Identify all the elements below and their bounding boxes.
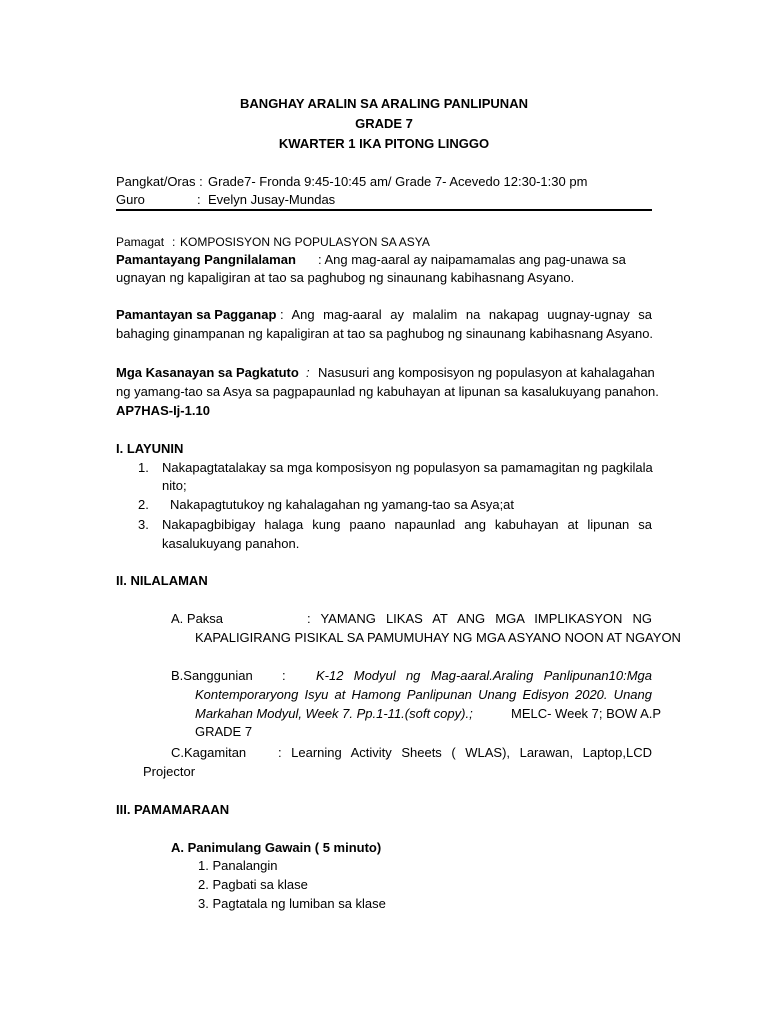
nilalaman-heading: II. NILALAMAN [116,573,208,588]
quarter-heading: KWARTER 1 IKA PITONG LINGGO [278,136,490,151]
kasanayan-colon: : [306,365,310,380]
step-item: 1. Panalangin [198,858,278,873]
pamamaraan-heading: III. PAMAMARAAN [116,802,230,817]
kasanayan-label: Mga Kasanayan sa Pagkatuto [116,365,299,380]
sanggunian-text-4: GRADE 7 [195,724,253,739]
kasanayan-text-1: Nasusuri ang komposisyon ng populasyon at kahalagahan [318,365,655,380]
sanggunian-label: B.Sanggunian [171,668,253,683]
pangnilalaman-label: Pamantayang Pangnilalaman [116,252,296,267]
pamagat-label: Pamagat [116,235,165,249]
guro-label: Guro [116,192,145,207]
step-item: 2. Pagbati sa klase [198,877,308,892]
layunin-1-text-1: Nakapagtatalakay sa mga komposisyon ng populasyon sa pamamagitan ng pagkilala [162,460,653,475]
kasanayan-text-2: ng yamang-tao sa Asya sa pagpapaunlad ng kabuhayan at lipunan sa kasalukuyang panahon. [116,384,659,399]
layunin-2-text: Nakapagtutukoy ng kahalagahan ng yamang-tao sa Asya;at [170,497,515,512]
document-title: BANGHAY ARALIN SA ARALING PANLIPUNAN [240,96,528,111]
sanggunian-text-1: K-12 Modyul ng Mag-aaral.Araling Panlipunan10:Mga [316,668,652,683]
guro-colon: : [197,192,201,207]
pangnilalaman-text-1: : Ang mag-aaral ay naipamamalas ang pag-unawa sa [318,252,626,267]
pagganap-label: Pamantayan sa Pagganap [116,307,277,322]
pangkat-label: Pangkat/Oras : [116,174,203,189]
pamagat-colon: : [172,235,176,249]
guro-value: Evelyn Jusay-Mundas [208,192,336,207]
sanggunian-colon: : [282,668,286,683]
paksa-label: A. Paksa [171,611,224,626]
layunin-3-number: 3. [138,517,149,532]
panimulang-gawain-heading: A. Panimulang Gawain ( 5 minuto) [171,840,382,855]
competency-code: AP7HAS-Ij-1.10 [116,403,210,418]
sanggunian-text-3-rest: MELC- Week 7; BOW A.P [511,706,662,721]
layunin-1-number: 1. [138,460,149,475]
pagganap-text-2: bahaging ginampanan ng kapaligiran at tao sa paghubog ng sinaunang kabihasnang Asyano. [116,326,654,341]
paksa-text-2: KAPALIGIRANG PISIKAL SA PAMUMUHAY NG MGA ASYANO NOON AT NGAYON [195,630,681,645]
pangkat-value: Grade7- Fronda 9:45-10:45 am/ Grade 7- Acevedo 12:30-1:30 pm [208,174,588,189]
step-item: 3. Pagtatala ng lumiban sa klase [198,896,386,911]
grade-heading: GRADE 7 [355,116,413,131]
layunin-heading: I. LAYUNIN [116,441,184,456]
kagamitan-text-2: Projector [143,764,196,779]
pagganap-text-1: : Ang mag-aaral ay malalim na nakapag uugnay-ugnay sa [280,307,652,322]
pangnilalaman-text-2: ugnayan ng kapaligiran at tao sa paghubog ng sinaunang kabihasnang Asyano. [116,270,575,285]
layunin-2-number: 2. [138,497,149,512]
pamagat-value: KOMPOSISYON NG POPULASYON SA ASYA [180,235,430,249]
kagamitan-label: C.Kagamitan [171,745,247,760]
sanggunian-text-2: Kontemporaryong Isyu at Hamong Panlipunan Unang Edisyon 2020. Unang [195,687,652,702]
layunin-1-text-2: nito; [162,478,187,493]
kagamitan-text-1: : Learning Activity Sheets ( WLAS), Larawan, Laptop,LCD [278,745,652,760]
sanggunian-text-3: Markahan Modyul, Week 7. Pp.1-11.(soft copy).; [195,706,473,721]
layunin-3-text-2: kasalukuyang panahon. [162,536,300,551]
header-divider [116,209,652,211]
paksa-text-1: : YAMANG LIKAS AT ANG MGA IMPLIKASYON NG [307,611,652,626]
layunin-3-text-1: Nakapagbibigay halaga kung paano napaunlad ang kabuhayan at lipunan sa [162,517,652,532]
